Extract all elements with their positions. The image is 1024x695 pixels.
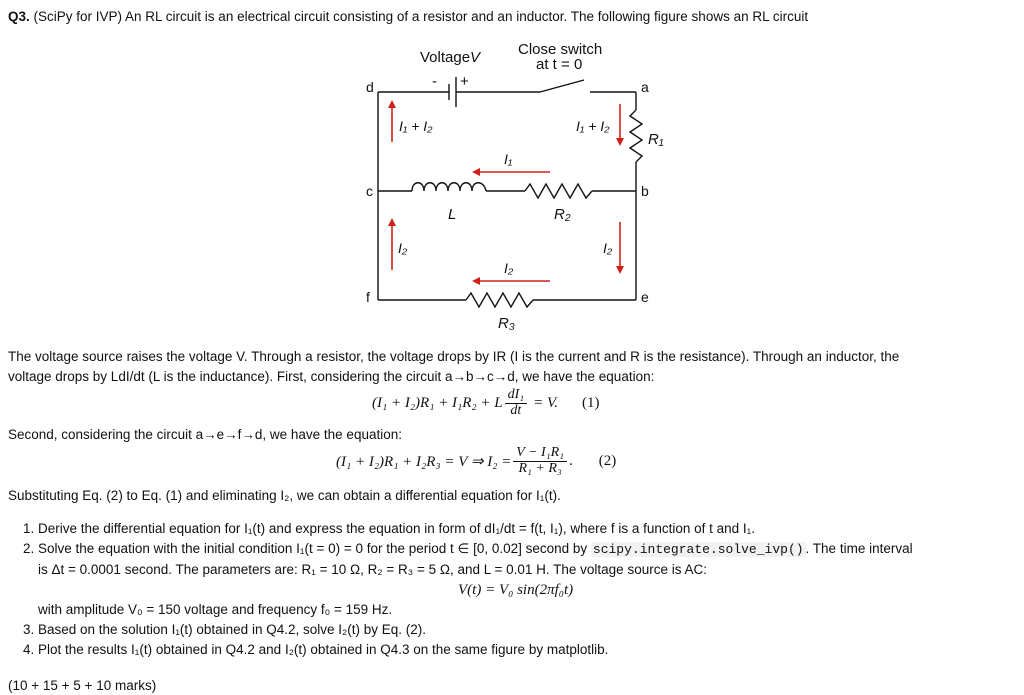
paragraph-2: Second, considering the circuit a→e→f→d, we have the equation: <box>8 427 402 442</box>
rl-circuit-diagram <box>0 0 1024 340</box>
node-a: a <box>641 79 649 95</box>
paragraph-1-line-1: The voltage source raises the voltage V. Through a resistor, the voltage drops by IR (I is the current and R is the resistance). Through an inductor, the <box>8 349 900 364</box>
paragraph-1-line-2: voltage drops by LdI/dt (L is the inductance). First, considering the circuit a→b→c→d, we have the equation: <box>8 369 655 384</box>
current-middle: I₁ <box>504 151 513 167</box>
question-number: Q3. <box>8 9 30 24</box>
task-item-3: 3. Based on the solution I₁(t) obtained in Q4.2, solve I₂(t) by Eq. (2). <box>38 620 1016 640</box>
r3-label: R₃ <box>498 315 515 332</box>
task-item-4: 4. Plot the results I₁(t) obtained in Q4.2 and I₂(t) obtained in Q4.3 on the same figure by matplotlib. <box>38 640 1016 660</box>
r2-label: R₂ <box>554 206 571 223</box>
equation-1 <box>372 388 599 418</box>
node-b: b <box>641 183 649 199</box>
task-item-1: 1. Derive the differential equation for I₁(t) and express the equation in form of dI₁/dt = f(t, I₁), where f is a function of t and I₁. <box>38 519 1016 539</box>
switch-label-2: at t = 0 <box>536 56 583 73</box>
voltage-equation: V(t) = V₀ sin(2πf₀t) <box>458 582 574 598</box>
eq2-den: R₁ + R₃ <box>518 460 562 476</box>
eq1-tag: (1) <box>581 394 600 411</box>
marks-allocation: (10 + 15 + 5 + 10 marks) <box>8 678 157 693</box>
battery-minus: - <box>432 73 437 90</box>
current-bottom-middle: I₂ <box>504 260 514 276</box>
node-f: f <box>366 289 370 305</box>
current-top-right: I₁ + I₂ <box>576 118 610 134</box>
eq1-fraction <box>505 388 528 418</box>
eq1-right: = V. <box>533 394 558 411</box>
current-top-left: I₁ + I₂ <box>399 118 433 134</box>
solve-ivp-code: scipy.integrate.solve_ivp() <box>592 542 804 557</box>
eq1-den: dt <box>510 402 522 418</box>
eq1-left: (I₁ + I₂)R₁ + I₁R₂ + L <box>372 394 503 411</box>
r1-label: R₁ <box>648 131 664 148</box>
eq2-fraction <box>513 446 567 476</box>
battery-plus: + <box>460 73 469 90</box>
task-list <box>16 519 1016 660</box>
paragraph-3: Substituting Eq. (2) to Eq. (1) and eliminating I₂, we can obtain a differential equation for I₁(t). <box>8 488 561 503</box>
inductor-label: L <box>448 206 457 223</box>
eq2-dot: . <box>569 452 573 469</box>
current-bottom-right: I₂ <box>603 240 613 256</box>
voltage-label: VoltageV <box>420 49 481 66</box>
task-item-2: 2. Solve the equation with the initial condition I₁(t = 0) = 0 for the period t ∈ [0, 0.02] second by scipy.integrate.solve_ivp() . The time interval is Δt = 0.0001 second. The parameters are: R₁ = 10 Ω, R₂ = R₃ = 5 Ω, and L = 0.01 H. The voltage source is AC: V(t) = V₀ sin(2πf₀t) with amplitude V₀ = 150 voltage and frequency f₀ = 159 Hz. <box>38 539 1016 620</box>
eq2-tag: (2) <box>598 452 617 469</box>
switch-label-1: Close switch <box>518 41 603 58</box>
node-d: d <box>366 79 374 95</box>
eq2-left: (I₁ + I₂)R₁ + I₂R₃ = V ⇒ I₂ = <box>336 453 512 470</box>
current-bottom-left: I₂ <box>398 240 408 256</box>
node-e: e <box>641 289 649 305</box>
eq1-num: dI₁ <box>505 388 528 404</box>
node-c: c <box>366 183 373 199</box>
eq2-num: V − I₁R₁ <box>513 446 567 462</box>
equation-2 <box>336 446 616 476</box>
question-intro: (SciPy for IVP) An RL circuit is an electrical circuit consisting of a resistor and an inductor. The following figure shows an RL circuit <box>29 9 809 24</box>
